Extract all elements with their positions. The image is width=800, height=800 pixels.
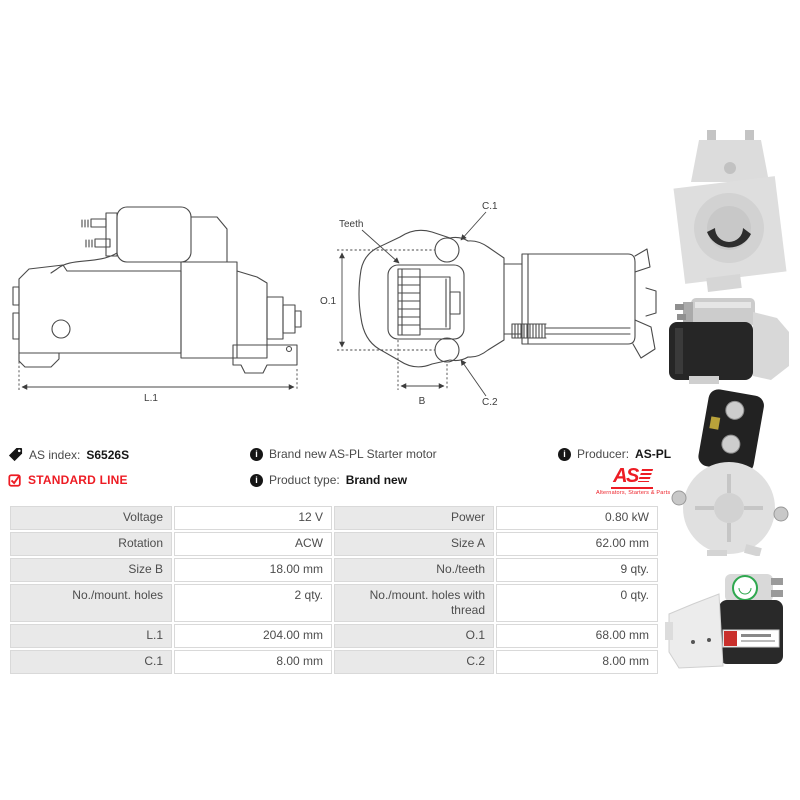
callout-c2 [461,360,498,408]
aspl-logo [596,465,671,497]
dimension-l1 [19,357,297,404]
aspl-logo-text: AS [613,465,638,487]
spec-value: 0 qty. [496,584,658,622]
spec-row [10,624,658,648]
callout-c1 [461,201,498,240]
asp-product-label [723,630,779,647]
product-photo-rear-view[interactable] [665,388,795,556]
mounting-hole-c1 [435,238,459,262]
info-icon: i [558,448,571,461]
spec-value: 8.00 mm [496,650,658,674]
spec-row [10,506,658,530]
product-type-label: Product type: [269,473,340,487]
aspl-logo-stripes [638,469,653,482]
product-type-value: Brand new [345,473,408,487]
spec-label: Size B [10,558,172,582]
spec-value: 8.00 mm [174,650,332,674]
starter-side-outline [13,207,301,373]
product-photo-side-view-label[interactable] [665,570,795,676]
spec-value: 68.00 mm [496,624,658,648]
spec-row [10,532,658,556]
spec-label: Power [334,506,494,530]
solenoid-end-cap [697,388,766,474]
callout-c1-label: C.1 [482,201,498,212]
aspl-logo-tagline: Alternators, Starters & Parts [596,490,671,496]
dimension-l1-label: L.1 [144,393,158,404]
producer-value: AS-PL [635,447,672,461]
spec-row [10,558,658,582]
product-type-row [250,473,407,487]
spec-label: No./mount. holes with thread [334,584,494,622]
spec-value: ACW [174,532,332,556]
tag-icon [8,447,23,462]
producer-row [558,447,671,461]
as-index-row [8,447,129,462]
description-row [250,447,437,461]
spec-value: 204.00 mm [174,624,332,648]
spec-value: 18.00 mm [174,558,332,582]
info-icon: i [250,448,263,461]
dimension-b-label: B [418,396,426,407]
technical-drawing-front-view [312,192,662,417]
product-description: Brand new AS-PL Starter motor [269,447,437,461]
spec-label: L.1 [10,624,172,648]
producer-label: Producer: [577,447,630,461]
spec-label: No./teeth [334,558,494,582]
spec-label: Rotation [10,532,172,556]
starter-front-outline [359,230,656,367]
callout-c2-label: C.2 [482,397,498,408]
spec-value: 62.00 mm [496,532,658,556]
shaft-thread [512,324,630,338]
product-photo-side-view[interactable] [665,292,795,386]
spec-value: 12 V [174,506,332,530]
callout-teeth [339,219,399,263]
info-icon: i [250,474,263,487]
standard-line-badge: STANDARD LINE [28,473,128,487]
spec-value: 9 qty. [496,558,658,582]
spec-label: Size A [334,532,494,556]
spec-value: 0.80 kW [496,506,658,530]
spec-label: C.1 [10,650,172,674]
spec-value: 2 qty. [174,584,332,622]
green-sticker [733,576,757,600]
spec-label: O.1 [334,624,494,648]
as-index-value: S6526S [86,447,130,462]
mounting-hole-c2 [435,338,459,362]
spec-row [10,584,658,622]
spec-label: No./mount. holes [10,584,172,622]
checkbox-checked-icon [8,473,22,487]
spec-table [8,504,660,676]
spec-row [10,650,658,674]
spec-label: C.2 [334,650,494,674]
technical-drawing-side-view [5,195,305,410]
product-photo-front-view[interactable] [663,128,797,292]
aspl-logo-mark [611,466,653,489]
spec-label: Voltage [10,506,172,530]
pinion-gear [398,269,420,335]
dimension-o1-label: O.1 [320,296,337,307]
standard-line-row [8,473,128,487]
callout-teeth-label: Teeth [339,219,364,230]
as-index-label: AS index: [29,447,81,462]
